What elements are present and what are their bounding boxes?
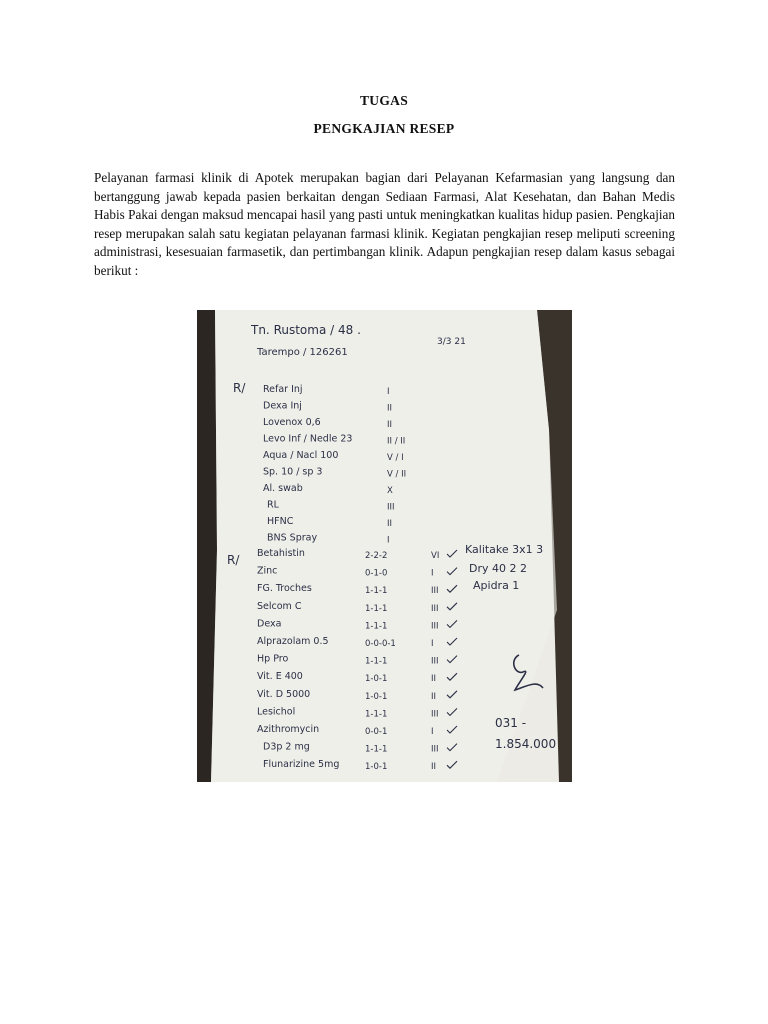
recipe-mark-1: R/ bbox=[233, 381, 246, 395]
item-name: Dexa Inj bbox=[263, 400, 302, 412]
item-qty: II bbox=[431, 762, 437, 773]
item-name: BNS Spray bbox=[267, 532, 318, 544]
item-name: Zinc bbox=[257, 565, 278, 577]
document-heading: TUGAS bbox=[359, 93, 408, 108]
patient-location: Tarempo / 126261 bbox=[257, 347, 348, 358]
item-name: Vit. E 400 bbox=[257, 671, 303, 683]
item-qty: II bbox=[387, 403, 393, 414]
item-dose: 1-1-1 bbox=[365, 603, 388, 614]
item-qty: II bbox=[431, 691, 437, 702]
item-name: Betahistin bbox=[257, 548, 305, 559]
item-dose: 0-0-0-1 bbox=[365, 639, 396, 649]
item-qty: X bbox=[387, 486, 393, 496]
item-dose: 0-0-1 bbox=[365, 727, 388, 737]
item-qty: III bbox=[431, 744, 439, 755]
item-name: Lovenox 0,6 bbox=[263, 417, 321, 428]
item-name: Sp. 10 / sp 3 bbox=[263, 466, 323, 478]
item-dose: 1-0-1 bbox=[365, 691, 388, 702]
item-dose: 1-1-1 bbox=[365, 586, 388, 597]
item-qty: II bbox=[387, 519, 393, 529]
item-name: HFNC bbox=[267, 516, 294, 527]
side-note-2: Dry 40 2 2 bbox=[469, 562, 527, 575]
item-qty: II / II bbox=[387, 436, 406, 447]
item-qty: VI bbox=[431, 551, 440, 561]
item-dose: 1-1-1 bbox=[365, 709, 388, 720]
item-qty: III bbox=[387, 502, 395, 513]
item-name: Hp Pro bbox=[257, 653, 289, 665]
item-name: D3p 2 mg bbox=[263, 741, 310, 753]
item-name: Refar Inj bbox=[263, 384, 303, 395]
item-name: Dexa bbox=[257, 618, 282, 630]
item-qty: II bbox=[431, 674, 437, 685]
item-name: Levo Inf / Nedle 23 bbox=[263, 433, 353, 445]
item-qty: I bbox=[431, 727, 434, 737]
document-subheading: PENGKAJIAN RESEP bbox=[313, 121, 455, 136]
item-qty: V / I bbox=[387, 453, 404, 463]
item-dose: 1-1-1 bbox=[365, 621, 388, 632]
item-name: RL bbox=[267, 499, 279, 511]
item-qty: II bbox=[387, 420, 393, 430]
total-amount: 1.854.000 bbox=[495, 737, 557, 751]
item-dose: 1-1-1 bbox=[365, 744, 388, 755]
item-dose: 1-0-1 bbox=[365, 674, 388, 685]
item-dose: 1-0-1 bbox=[365, 762, 388, 773]
item-qty: III bbox=[431, 621, 439, 632]
total-code: 031 - bbox=[495, 716, 527, 730]
recipe-mark-2: R/ bbox=[227, 553, 240, 567]
item-qty: V / II bbox=[387, 469, 407, 480]
item-qty: I bbox=[387, 387, 390, 397]
item-qty: III bbox=[431, 656, 439, 667]
item-qty: I bbox=[431, 568, 434, 579]
item-dose: 2-2-2 bbox=[365, 551, 388, 561]
item-dose: 0-1-0 bbox=[365, 568, 388, 579]
item-qty: I bbox=[431, 639, 434, 649]
patient-name: Tn. Rustoma / 48 . bbox=[251, 323, 361, 337]
item-name: Alprazolam 0.5 bbox=[257, 636, 329, 647]
item-name: Azithromycin bbox=[257, 724, 320, 735]
item-name: Aqua / Nacl 100 bbox=[263, 450, 339, 461]
item-name: Al. swab bbox=[263, 483, 303, 494]
item-qty: III bbox=[431, 586, 439, 597]
prescription-date: 3/3 21 bbox=[437, 337, 466, 347]
item-qty: III bbox=[431, 603, 439, 614]
item-name: FG. Troches bbox=[257, 583, 312, 595]
item-name: Selcom C bbox=[257, 600, 302, 612]
item-name: Flunarizine 5mg bbox=[263, 759, 340, 771]
prescription-photo bbox=[197, 310, 572, 782]
item-name: Vit. D 5000 bbox=[257, 688, 311, 700]
side-note-3: Apidra 1 bbox=[473, 579, 520, 592]
side-note-1: Kalitake 3x1 3 bbox=[465, 543, 544, 556]
item-name: Lesichol bbox=[257, 706, 296, 718]
item-qty: III bbox=[431, 709, 439, 720]
item-qty: I bbox=[387, 535, 390, 546]
item-dose: 1-1-1 bbox=[365, 656, 388, 667]
intro-paragraph: Pelayanan farmasi klinik di Apotek merupakan bagian dari Pelayanan Kefarmasian yang langsung dan bertanggung jawab kepada pasien berkaitan dengan Sediaan Farmasi, Alat Kesehatan, dan Bahan Medis Habis Pakai dengan maksud mencapai hasil yang pasti untuk meningkatkan kualitas hidup pasien. Pengkajian resep merupakan salah satu kegiatan pelayanan farmasi klinik. Kegiatan pengkajian resep meliputi screening administrasi, kesesuaian farmasetik, dan pertimbangan klinik. Adapun pengkajian resep dalam kasus sebagai berikut : bbox=[94, 170, 675, 278]
